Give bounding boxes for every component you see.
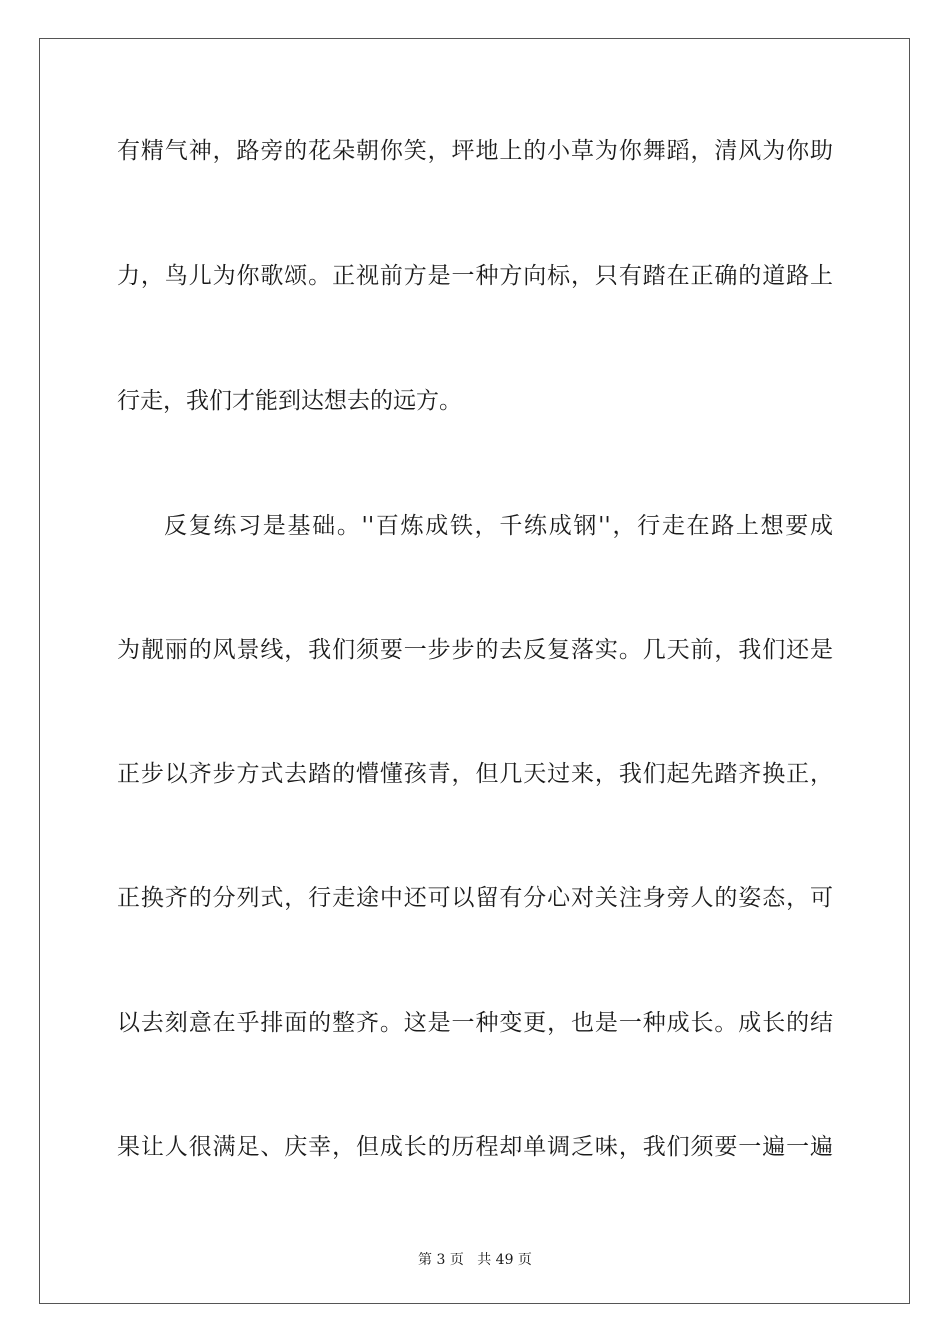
paragraph-line: 行走，我们才能到达想去的远方。 [117, 388, 462, 414]
page-number: 第 3 页 [418, 1252, 464, 1268]
page-border [39, 38, 910, 1304]
paragraph-line: 果让人很满足、庆幸，但成长的历程却单调乏味，我们须要一遍一遍 [117, 1134, 833, 1160]
paragraph-line: 有精气神，路旁的花朵朝你笑，坪地上的小草为你舞蹈，清风为你助 [117, 138, 833, 164]
paragraph-line: 正换齐的分列式，行走途中还可以留有分心对关注身旁人的姿态，可 [117, 885, 833, 911]
page-footer [0, 1249, 950, 1269]
paragraph-line: 正步以齐步方式去踏的懵懂孩青，但几天过来，我们起先踏齐换正， [117, 761, 833, 787]
paragraph-line: 为靓丽的风景线，我们须要一步步的去反复落实。几天前，我们还是 [117, 637, 833, 663]
paragraph-line: 以去刻意在乎排面的整齐。这是一种变更，也是一种成长。成长的结 [117, 1010, 833, 1036]
page-total: 共 49 页 [477, 1252, 532, 1268]
paragraph-line: 力，鸟儿为你歌颂。正视前方是一种方向标，只有踏在正确的道路上 [117, 263, 833, 289]
paragraph-line: 反复练习是基础。''百炼成铁，千练成钢''，行走在路上想要成 [164, 513, 833, 539]
